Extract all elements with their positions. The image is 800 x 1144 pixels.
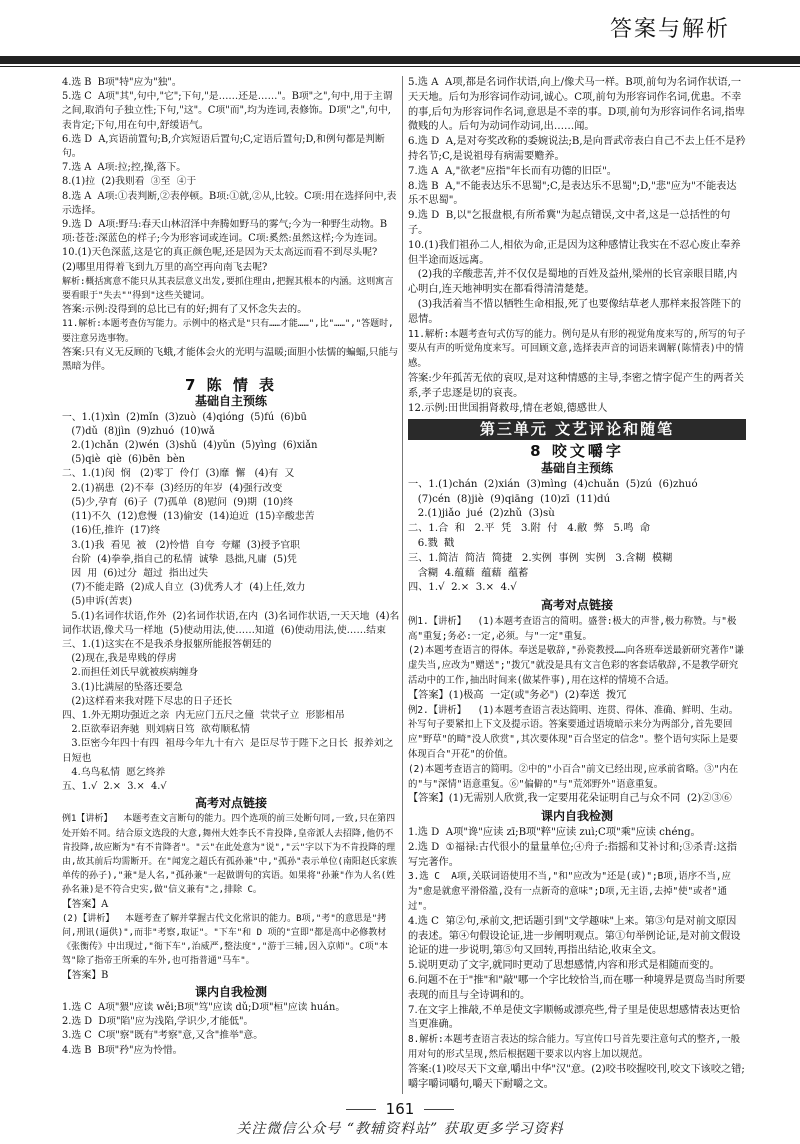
section-heading: 基础自主预练: [194, 394, 267, 409]
answer-paragraph: 6.选 D A,是对夸奖改称的委婉说法;B,是向晋武帝表白自己不去上任不是矜持名节;C,是说祖母有病需要赡养。: [408, 136, 746, 162]
answer-paragraph: 答案:示例:没得到的总比已有的好;拥有了又怀念失去的。: [62, 304, 308, 316]
page-number: [0, 1100, 800, 1118]
answer-paragraph: 8.选 B A,"不能表达乐不思蜀";C,是表达乐不思蜀";D,"悲"应为"不能表达乐不思蜀"。: [408, 180, 737, 207]
explanation-paragraph: 11.解析:本题考查仿写能力。示例中的格式是"只有……才能……",比"……","答题时,要注意另选事物。: [62, 319, 394, 344]
answer-paragraph: 5.选 C A项"其",句中,"它";下句,"是……还是……"。B项"之",句中,用于主谓之间,取消句子独立性;下句,"这"。C项"而",均为连词,表修饰。D项"之",句中,表肯定;下句,用在句中,舒缓语气。: [62, 91, 393, 131]
explanation-paragraph: 11.解析:本题考查句式仿写的能力。例句是从有形的视觉角度来写的,所写的句子要从有声的听觉角度来写。可回顾文意,选择表声音的词语来调解(陈情表)中的情感。: [408, 328, 746, 370]
answer-paragraph: 8.(1)拉 (2)我则看 ③至 ④于: [62, 176, 197, 188]
answer-paragraph: 四、1.外无期功强近之亲 内无应门五尺之僮 茕茕孑立 形影相吊 2.臣欲奉诏奔驰 则刘病日笃 欲苟顺私情 3.臣密今年四十有四 祖母今年九十有六 是臣尽节于陛下之日长 报养刘之日短也 4.乌鸟私情 愿乞终养: [62, 709, 394, 778]
answer-paragraph: 答案:少年孤苦无依的哀叹,是对这种情感的主导,李密之情字促产生的两者关系,孝子忠逐是切的哀丧。: [408, 372, 744, 399]
section-heading: 高考对点链接: [540, 598, 613, 613]
page-number-text: 161: [385, 1100, 415, 1118]
section-heading: 课内自我检测: [540, 809, 613, 824]
answer-paragraph: 【答案】B: [62, 969, 109, 981]
answer-paragraph: 三、1.(1)这实在不是我杀身报躯所能报答朝廷的 (2)现在,我是卑贱的俘虏 2.而担任刘氏早就被疾病缠身 3.(1)比满屋的坠落还要急 (2)这样看来我对陛下尽忠的日子还长: [62, 638, 272, 707]
header-bar: [0, 56, 800, 64]
answer-paragraph: 2.(1)chǎn (2)wén (3)shǔ (4)yǔn (5)yìng (6)xiǎn (5)qiè qiè (6)bēn bèn: [71, 440, 318, 466]
section-heading: 基础自主预练: [540, 460, 613, 475]
explanation-paragraph: 例1.【讲析】 (1)本题考查语言的简明。盛誉:极大的声誉,极力称赞。与"极高"重复;务必:一定,必须。与"一定"重复。 (2)本题考查语言的得体。奉送是敬辞,"孙瓷教授……向各班奉送最新研究著作"谦虚失当,应改为"赠送";"拨冗"就没是具有文言色彩的客套话敬辞,不是教学研究活动中的工作,抽出时间来(做某件事),用在这样的情境不合适。: [408, 615, 744, 687]
answer-paragraph: 10.(1)天色深蓝,这是它的真正颜色呢,还是因为天太高远而看不到尽头呢?: [62, 247, 378, 259]
explanation-paragraph: 8.解析:本题考查语言表达的综合能力。写宣传口号首先要注意句式的整齐,一般用对句的形式呈现,然后根据题干要求以内容上加以规范。: [408, 1034, 740, 1060]
answer-paragraph: 7.在文字上推敲,不单是使文字顺畅或漂亮些,骨子里是使思想感情表达更恰当更准确。: [408, 1004, 741, 1031]
answer-paragraph: 9.选 D A项:野马:春天山林沼泽中奔腾如野马的雾气;今为一种野生动物。B项:苍苍:深蓝色的样子;今为形容词或连词。C项:奚然:虽然这样;今为连词。: [62, 219, 388, 245]
answer-paragraph: 一、1.(1)xìn (2)mǐn (3)zuò (4)qióng (5)fú (6)bū (7)dǔ (8)jìn (9)zhuó (10)wǎ: [62, 411, 307, 437]
answer-paragraph: 五、1.√ 2.× 3.× 4.√: [62, 780, 167, 792]
unit-banner: 第三单元 文艺评论和随笔: [408, 419, 746, 440]
answer-paragraph: 答案:(1)咬尽天下文章,嚼出中华"汉"意。(2)咬书咬握咬刊,咬文下该咬之错;嚼字嚼词嚼句,嚼天下耐嚼之文。: [408, 1063, 745, 1090]
answer-paragraph: 1.选 C A项"猥"应读 wěi;B项"笃"应读 dǔ;D项"桓"应读 huán。 2.选 D D项"陷"应为浅陷,学识少,才能低"。 3.选 C C项"察"既有"考察"意,又含"推举"意。 4.选 B B项"矜"应为怜惜。: [62, 1002, 346, 1056]
answer-paragraph: 9.选 D B,以"乞报盘根,有所希冀"为起点错误,文中者,这是一总括性的句子。: [408, 210, 731, 236]
answer-paragraph: 5.(1)名词作状语,作外 (2)名词作状语,在内 (3)名词作状语,一天天地 (4)名词作状语,像犬马一样地 (5)使动用法,使……知道 (6)使动用法,使……结束: [62, 610, 400, 636]
explanation-paragraph: (2)【讲析】 本题考查了解并掌握古代文化常识的能力。B项,"考"的意思是"拷问,刑讯(逼供)",而非"考察,取证"。"下车"和 D 项的"宣即"都是高中必修教材《张衡传》中出现过,"衙下车",治威严,整法度","游于三辅,因入京师"。C项"本驾"除了指帝王所乘的车外,也可指普通"马车"。: [62, 913, 389, 967]
answer-paragraph: 6.问题不在于"推"和"敲"哪一个字比较恰当,而在哪一种境界是贾岛当时所要表现的而且与全诗调和的。: [408, 975, 746, 1001]
answer-paragraph: 4.选 C 第②句,承前文,把话题引到"文学趣味"上来。第③句是对前文原因的表述。第④句假设论证,进一步阐明观点。第①句举例论证,是对前文假设论证的进一步说明,第⑤句又回转,再指出结论,收束全文。: [408, 915, 741, 957]
answer-paragraph: 12.示例:田世国捐肾救母,情在老娘,德感世人: [408, 402, 608, 414]
answer-paragraph: 【答案】(1)极高 一定(或"务必") (2)奉送 拨冗: [408, 689, 627, 701]
left-column: [62, 76, 400, 1058]
header-rule: [0, 66, 800, 67]
answer-paragraph: 一、1.(1)chán (2)xián (3)mìng (4)chuǎn (5)zú (6)zhuó (7)cén (8)jiè (9)qiāng (10)zī (11)dú 2.(1)jiǎo jué (2)zhǔ (3)sù: [408, 478, 698, 520]
answer-paragraph: 7.选 A A项:拉;控,操,落下。: [62, 162, 187, 174]
answer-paragraph: 8.选 A A项:①表判断,②表停顿。B项:①就,②从,比较。C项:用在选择问中,表示选择。: [62, 190, 397, 216]
explanation-paragraph: 解析:概括寓意不能只从其表层意义出发,要抓住理由,把握其根本的内涵。这则寓言要看眼于"失去""得到"这些关键词。: [62, 276, 394, 302]
answer-paragraph: 5.说明更动了文字,就同时更动了思想感情,内容和形式是相随而变的。: [408, 960, 720, 972]
explanation-paragraph: 3.选 C A项,关联词语使用不当,"和"应改为"还是(或)";B项,语序不当,应为"愈是就愈平滑俗濫,没有一点新奇的意味";D项,无主语,去掉"使"或者"通过"。: [408, 871, 731, 913]
explanation-paragraph: 例1【讲析】 本题考查文言断句的能力。四个选项的前三处断句同,一致,只在第四处开始不同。结合原文选段的大意,舞州大姓李氏不肯投降,皇帝派人去招降,他仍不肯投降,故应断为"有不肯降者"。"云"在此处意为"说","云"字以下为不肯投降的理由,故其前后均需断开。在"闻宠之超氏有孤孙兼"中,"孤孙"表示单位(南阳赵氏家族单传的孙子),"兼"是人名,"孤孙兼"一起做谓句的宾语。如果将"孙兼"作为人名(姓孙名兼)是不符合史实,做"信义兼有"之,排除 C。: [62, 814, 397, 896]
footer-note: 关注微信公众号 “教辅资料站” 获取更多学习资料: [236, 1121, 564, 1137]
answer-paragraph: (2)哪里用得着飞到九万里的高空再向南飞去呢?: [62, 261, 268, 273]
section-heading: 高考对点链接: [194, 796, 267, 811]
answer-paragraph: 4.选 B B项"特"应为"独"。: [62, 77, 182, 88]
answer-paragraph: 7.选 A A,"欲老"应指"年长而有功德的旧臣"。: [408, 165, 617, 177]
answer-paragraph: 【答案】A: [62, 898, 109, 910]
answer-paragraph: 二、1.合 和 2.平 凭 3.附 付 4.敝 弊 5.鸣 命 6.戮 戳: [408, 523, 651, 549]
lesson-title: 7 陈 情 表: [184, 376, 278, 395]
column-divider: [402, 76, 403, 1094]
answer-paragraph: 1.选 D A项"谗"应读 zī;B项"粹"应读 zuì;C项"乘"应读 chéng。 2.选 D ①福禄:古代很小的量量单位;④舟子:指摇和艾补讨和;③杀青:这指写完著作。: [408, 827, 737, 868]
page-header: [0, 0, 800, 68]
right-column: [408, 76, 746, 1092]
answer-paragraph: 四、1.√ 2.× 3.× 4.√: [408, 582, 517, 594]
answer-paragraph: 5.选 A A项,都是名词作状语,向上/像犬马一样。B项,前句为名词作状语,一天天地。后句为形容词作动词,诚心。C项,前句为形容词作名词,优患。不幸的事,后句为形容词作名词,意思是不幸的事。D项,前句为形容词作名词,指卑微贱的人。后句为动词作动词,出……闻。: [408, 77, 745, 133]
answer-paragraph: 二、1.(1)闵 悯 (2)零丁 伶仃 (3)靡 懈 (4)有 又 2.(1)祸患 (2)不奉 (3)经历的年岁 (4)强行改变 (5)少,孕育 (6)子 (7)孤单 (8)慰问 (9)期 (10)终 (11)不久 (12)怠慢 (13)偷安 (14)迫近 (15)辛酸悲苦 (16)任,推许 (17)终 3.(1)我 看见 被 (2)怜惜 自夸 夸耀 (3)授予官职 台阶 (4)拳拳,指自己的私情 诚挚 恳拙,凡庸 (5)凭 因 用 (6)过分 超过 指出过失 (7)不能走路 (2)成人自立 (3)优秀人才 (4)上任,效力 (5)申诉(苦衷): [62, 468, 315, 608]
answer-paragraph: 【答案】(1)无需别人欣赏,我一定要用花朵证明自己与众不同 (2)②③⑥: [408, 793, 732, 805]
explanation-paragraph: 例2.【讲析】 (1)本题考查语言表达简明、连贯、得体、准确、鲜明、生动。补写句子要紧扣上下文及提示语。答案要通过语境暗示来分为两部分,首先要回应"野草"的畸"没人欣赏",其次要体现"百合坚定的信念"。整个语句实际上是要体现百合"开花"的价值。 (2)本题考查语言的简明。②中的"小百合"前文已经出现,应承前省略。③"内在的"与"深情"语意重复。⑥"偏僻的"与"荒郊野外"语意重复。: [408, 704, 739, 790]
answer-paragraph: 答案:只有义无反顾的飞蛾,才能体会火的光明与温暖;面胆小怯懦的蝙蝠,只能与黑暗为伴。: [62, 346, 399, 373]
section-heading: 课内自我检测: [194, 984, 267, 999]
answer-paragraph: 10.(1)我们祖孙二人,相依为命,正是因为这种感情让我实在不忍心废止奉养但半途而返远离。 (2)我的辛酸悲苦,并不仅仅是蜀地的百姓及益州,梁州的长官亲眼目睹,内心明白,连天地神明实在都看得清清楚楚。 (3)我活着当不惜以牺牲生命相报,死了也要像结草老人那样来报答陛下的恩情。: [408, 239, 742, 325]
answer-paragraph: 6.选 D A,宾语前置句;B,介宾短语后置句;C,定语后置句;D,和例句都是判断句。: [62, 133, 385, 160]
lesson-title: 8 咬文嚼字: [530, 442, 624, 461]
answer-paragraph: 三、1.简洁 简洁 简捷 2.实例 事例 实例 3.含糊 模糊 含糊 4.蕴藉 蕴藉 蕴蓄: [408, 552, 673, 579]
header-title: 答案与解析: [609, 17, 730, 42]
